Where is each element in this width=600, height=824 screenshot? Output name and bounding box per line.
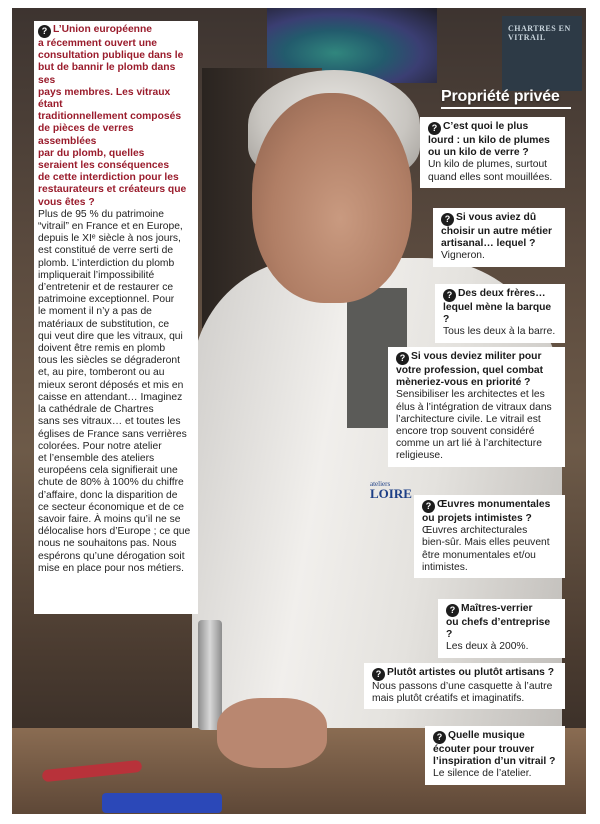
intro-body-line: le moment il n’y a pas de (38, 306, 152, 318)
qa-question-line: lequel mène la barque ? (443, 302, 552, 326)
qa-question-line: C’est quoi le plus (443, 121, 529, 132)
qa-answer-line: intimistes. (422, 561, 468, 573)
intro-body-line: plomb. L’interdiction du plomb (38, 257, 175, 269)
qa-question-line: ou un kilo de verre ? (428, 147, 529, 159)
intro-body-line: et l’ensemble des ateliers (38, 452, 155, 464)
intro-lead-line: de cette interdiction pour les (38, 172, 179, 184)
intro-body-line: mise en place pour nos métiers. (38, 562, 184, 574)
qa-question (443, 288, 559, 326)
qa-answer-line: l’architecture civile. Le vitrail est (396, 413, 541, 425)
qa-answer-line: élus à l’intégration de vitraux dans (396, 401, 552, 413)
intro-lead-line: par du plomb, quelles (38, 147, 145, 159)
qa-answer-line: encore trop souvent considéré (396, 426, 535, 438)
question-icon: ? (441, 213, 454, 226)
intro-body-line: Plus de 95 % du patrimoine (38, 208, 164, 220)
intro-body-line: “vitrail” en France et en Europe, (38, 221, 183, 233)
qa-answer (428, 159, 559, 183)
qa-question-line: ou projets intimistes ? (422, 513, 532, 524)
intro-body-line: églises de France sans verrières (38, 428, 187, 440)
intro-body-line: depuis le XIᵉ siècle à nos jours, (38, 233, 181, 245)
intro-body-line: espérons qu’une dérogation soit (38, 550, 185, 562)
intro-body-line: européens cela signifierait une (38, 465, 178, 477)
intro-lead-line: restaurateurs et créateurs que (38, 184, 187, 196)
qa-question (446, 603, 559, 641)
question-icon: ? (433, 731, 446, 744)
qa-box (425, 726, 565, 785)
intro-column (34, 21, 198, 614)
qa-box (435, 284, 565, 343)
wall-poster (502, 16, 582, 91)
intro-body-line: et, au pire, tomberont ou au (38, 367, 165, 379)
intro-question (38, 24, 194, 209)
qa-answer-line: religieuse. (396, 450, 443, 462)
intro-lead-line: de pièces de verres assemblées (38, 123, 134, 147)
qa-answer-line: bien-sûr. Mais elles peuvent (422, 537, 550, 549)
intro-lead-line: consultation publique dans le (38, 50, 184, 62)
qa-question (428, 121, 559, 159)
qa-question-line: lourd : un kilo de plumes (428, 135, 550, 146)
qa-question-line: votre profession, quel combat (396, 365, 544, 376)
qa-answer (396, 389, 559, 462)
qa-question-line: Quelle musique (448, 730, 525, 741)
intro-answer (38, 209, 194, 575)
intro-body-line: sans ses vitraux… et toutes les (38, 416, 181, 428)
intro-body-line: doivent être remis en plomb (38, 343, 166, 355)
intro-lead-line: a récemment ouvert une (38, 38, 158, 49)
intro-body-line: qui veut dire que les vitraux, qui (38, 330, 183, 342)
intro-lead-line: pays membres. Les vitraux étant (38, 86, 171, 111)
intro-body-line: patrimoine exceptionnel. Pour (38, 294, 175, 306)
qa-question-line: choisir un autre métier (441, 226, 553, 237)
intro-body-line: tous les siècles se dégraderont (38, 355, 180, 367)
intro-body-line: ce secteur économique et de ce (38, 501, 184, 513)
intro-body-line: délocalise hors d’Europe ; ce que (38, 526, 191, 538)
artisan-hand (217, 698, 327, 768)
qa-question (422, 499, 559, 525)
qa-question-line: mèneriez-vous en priorité ? (396, 377, 531, 389)
qa-question-line: écouter pour trouver (433, 744, 535, 755)
intro-lead-line: but de bannir le plomb dans ses (38, 62, 176, 86)
intro-body-line: nous ne souhaitons pas. Nous (38, 538, 177, 550)
question-icon: ? (428, 122, 441, 135)
qa-answer-line: Nous passons d’une casquette à l’autre (372, 681, 553, 692)
qa-box (420, 117, 565, 188)
intro-body-line: chute de 80% à 100% du chiffre (38, 477, 184, 489)
artisan-head (252, 93, 412, 303)
qa-answer-line: Un kilo de plumes, surtout (428, 159, 548, 171)
qa-box (388, 347, 565, 467)
question-icon: ? (446, 604, 459, 617)
qa-answer-line: Le silence de l’atelier. (433, 768, 532, 780)
intro-body-line: impliquerait l’impossibilité (38, 269, 155, 281)
qa-box (414, 495, 565, 578)
intro-body-line: est constitué de verre serti de (38, 245, 174, 257)
glazier-hammer (198, 620, 222, 730)
blue-glass-pieces (102, 793, 222, 813)
question-icon: ? (372, 668, 385, 681)
qa-question-line: artisanal… lequel ? (441, 238, 536, 250)
intro-lead-line: seraient les conséquences (38, 160, 170, 172)
qa-answer-line: être monumentales et/ou (422, 549, 536, 561)
qa-answer-line: Œuvres architecturales (422, 525, 528, 537)
question-icon: ? (422, 500, 435, 513)
question-icon: ? (396, 352, 409, 365)
qa-answer (422, 525, 559, 574)
intro-body-line: la cathédrale de Chartres (38, 404, 154, 416)
qa-box (438, 599, 565, 658)
qa-answer-line: quand elles sont mouillées. (428, 171, 553, 183)
question-icon: ? (38, 25, 51, 38)
intro-body-line: matériaux de substitution, ce (38, 318, 170, 330)
qa-question-line: Maîtres-verrier (461, 603, 533, 614)
qa-question-line: Si vous aviez dû (456, 212, 537, 223)
qa-question (433, 730, 559, 768)
intro-body-line: savoir faire. À moins qu’il ne se (38, 513, 181, 525)
qa-question-line: ou chefs d’entreprise ? (446, 617, 551, 641)
section-title: Propriété privée (441, 88, 571, 109)
qa-question-line: Plutôt artistes ou plutôt artisans ? (387, 667, 555, 678)
intro-body-line: mieux seront déposés et mis en (38, 379, 184, 391)
intro-lead-line: traditionnellement composés (38, 111, 182, 123)
coat-logo-small: ateliers (370, 480, 391, 488)
question-icon: ? (443, 289, 456, 302)
qa-box (364, 663, 565, 709)
poster-text: CHARTRES EN VITRAIL (508, 24, 571, 42)
qa-question (396, 351, 559, 389)
intro-body-line: d’affaire, donc la disparition de (38, 489, 178, 501)
qa-question-line: Si vous deviez militer pour (411, 351, 542, 362)
intro-body-line: colorées. Pour notre atelier (38, 440, 162, 452)
coat-logo (370, 480, 412, 520)
qa-answer-line: comme un art lié à l’architecture (396, 438, 542, 450)
intro-body-line: d’entretenir et de restaurer ce (38, 282, 174, 294)
qa-box (433, 208, 565, 267)
qa-answer-line: Les deux à 200%. (446, 641, 529, 653)
qa-answer-line: Tous les deux à la barre. (443, 326, 556, 338)
intro-lead-line: L’Union européenne (53, 24, 152, 35)
qa-question (372, 667, 559, 681)
qa-answer (433, 768, 559, 780)
qa-question-line: Des deux frères… (458, 288, 546, 299)
qa-answer (446, 641, 559, 653)
qa-question-line: Œuvres monumentales (437, 499, 551, 510)
qa-answer (443, 326, 559, 338)
qa-answer (372, 681, 559, 705)
qa-answer (441, 250, 559, 262)
coat-logo-big: LOIRE (370, 486, 412, 501)
qa-answer-line: Vigneron. (441, 250, 485, 262)
qa-question-line: l’inspiration d’un vitrail ? (433, 756, 556, 768)
intro-body-line: caisse en attendant… Imaginez (38, 391, 183, 403)
intro-lead-line: vous êtes ? (38, 196, 95, 208)
qa-answer-line: mais plutôt créatifs et imaginatifs. (372, 693, 525, 705)
qa-answer-line: Sensibiliser les architectes et les (396, 389, 545, 401)
qa-question (441, 212, 559, 250)
